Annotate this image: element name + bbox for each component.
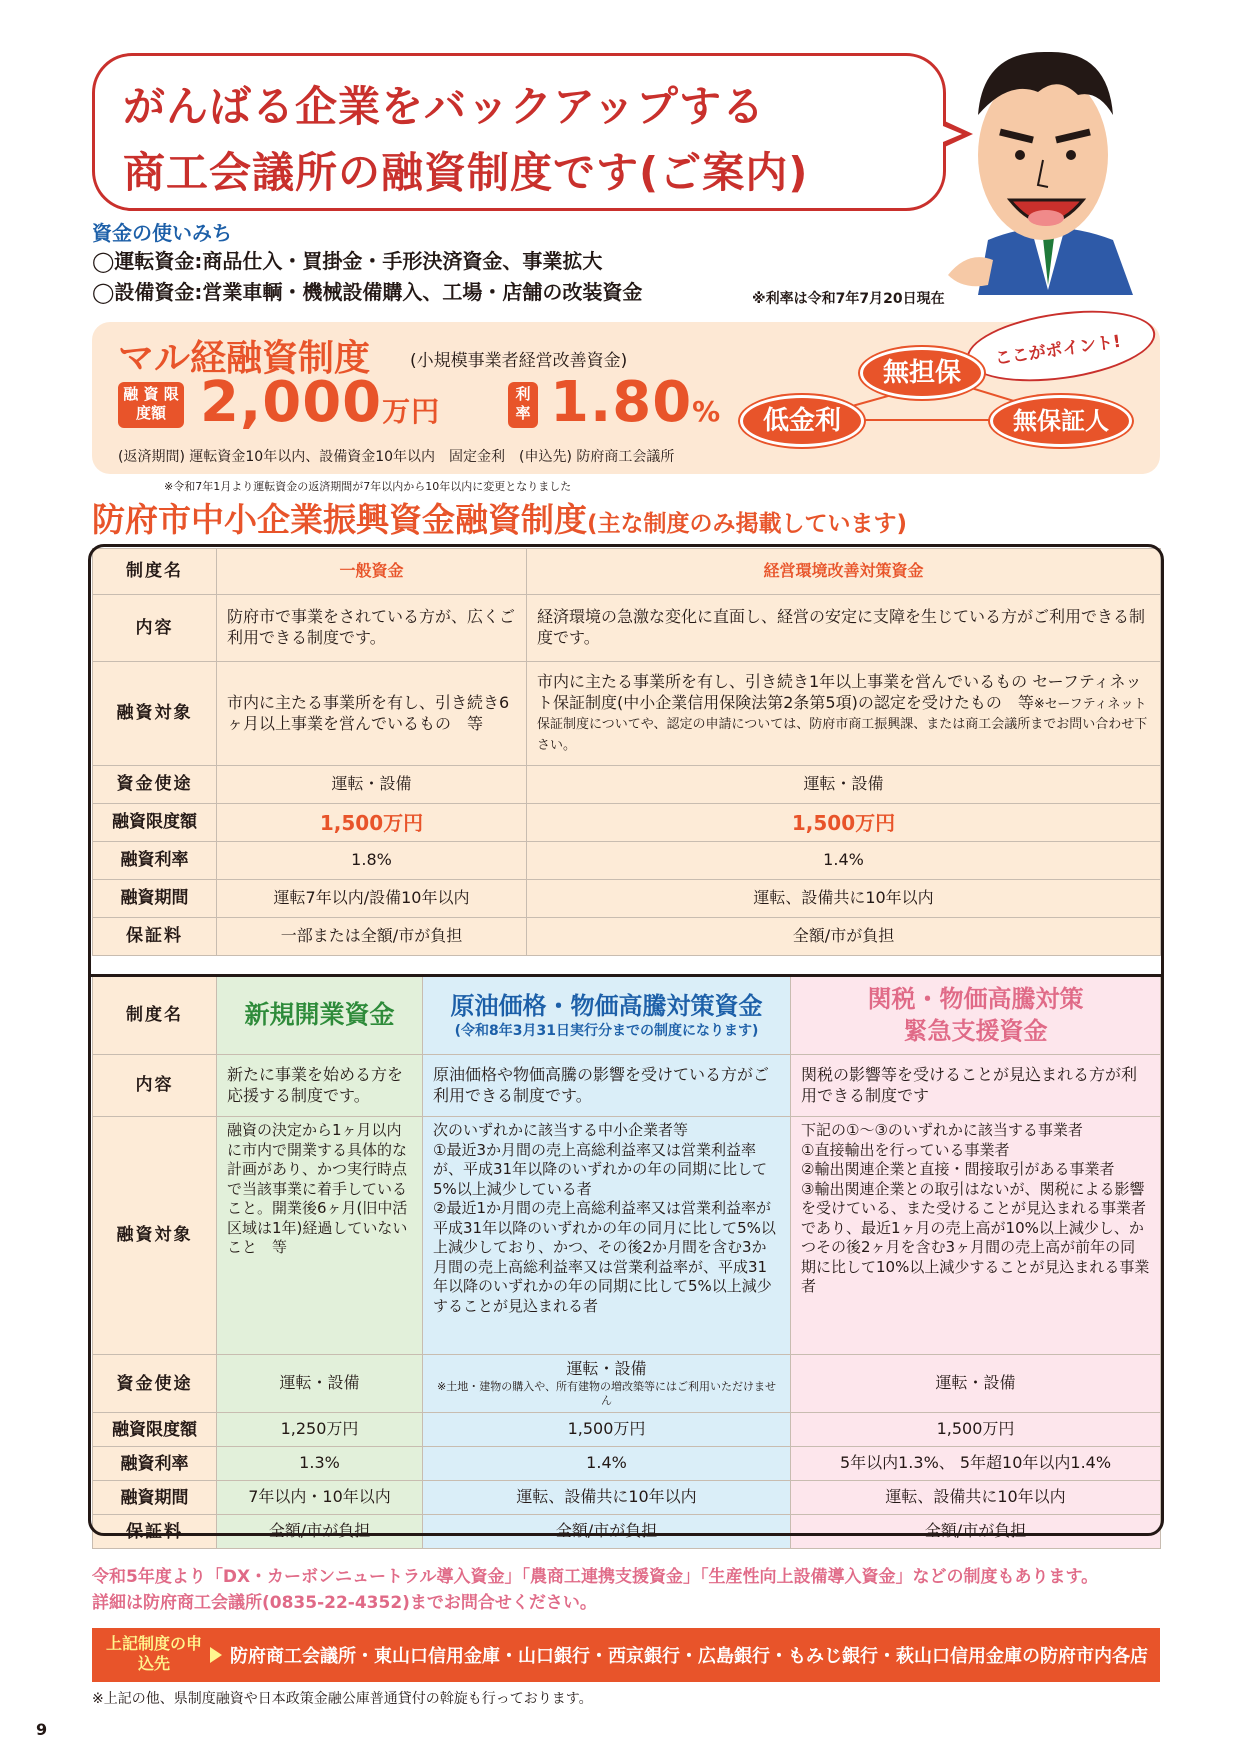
headline-line1: がんばる企業をバックアップする bbox=[123, 82, 766, 131]
mascot-illustration bbox=[948, 40, 1148, 305]
plan-name-text: 原油価格・物価高騰対策資金 bbox=[450, 991, 763, 1020]
maru-title: マル経融資制度 bbox=[118, 338, 371, 379]
table-row bbox=[93, 804, 1161, 842]
row-header: 融資対象 bbox=[93, 662, 217, 766]
table-row bbox=[93, 1055, 1161, 1117]
section-title-main: 防府市中小企業振興資金融資制度 bbox=[92, 500, 587, 539]
rate-note: ※利率は令和7年7月20日現在 bbox=[752, 291, 945, 307]
plan-content: 関税の影響等を受けることが見込まれる方が利用できる制度です bbox=[791, 1055, 1161, 1117]
plan-rate: 1.3% bbox=[217, 1447, 423, 1481]
plan-use: 運転・設備 bbox=[217, 766, 527, 804]
row-header: 保証料 bbox=[93, 1515, 217, 1549]
table-row bbox=[93, 1515, 1161, 1549]
row-header: 融資限度額 bbox=[93, 804, 217, 842]
plan-use: 運転・設備 bbox=[791, 1355, 1161, 1413]
target-item: ①最近3か月間の売上高総利益率又は営業利益率が、平成31年以降のいずれかの年の同期に比して5%以上減少している者 bbox=[433, 1140, 768, 1198]
uses-equipment: ◯設備資金:営業車輌・機械設備購入、工場・店舗の改装資金 bbox=[92, 280, 643, 304]
plan-name-note: (令和8年3月31日実行分までの制度になります) bbox=[454, 1023, 759, 1039]
row-header: 内容 bbox=[93, 595, 217, 662]
table-row bbox=[93, 1355, 1161, 1413]
table-row bbox=[93, 549, 1161, 595]
point-no-guarantor: 無保証人 bbox=[990, 395, 1132, 447]
plan-limit: 1,500万円 bbox=[791, 1413, 1161, 1447]
plan-use: 運転・設備 bbox=[217, 1355, 423, 1413]
plan-rate: 1.8% bbox=[217, 842, 527, 880]
maru-detail: (返済期間) 運転資金10年以内、設備資金10年以内 固定金利 (申込先) 防府商工会議所 bbox=[118, 449, 675, 465]
table-row bbox=[93, 977, 1161, 1055]
plan-fee: 一部または全額/市が負担 bbox=[217, 918, 527, 956]
plan-limit: 1,250万円 bbox=[217, 1413, 423, 1447]
plan-target bbox=[791, 1117, 1161, 1355]
table-row bbox=[93, 1413, 1161, 1447]
loan-table-1 bbox=[92, 548, 1161, 956]
row-header: 資金使途 bbox=[93, 766, 217, 804]
target-item: ①直接輸出を行っている事業者 bbox=[801, 1140, 1010, 1159]
tables-divider bbox=[88, 974, 1164, 977]
row-header: 制度名 bbox=[93, 977, 217, 1055]
plan-name-line2: 緊急支援資金 bbox=[903, 1016, 1048, 1045]
plan-period: 運転、設備共に10年以内 bbox=[423, 1481, 791, 1515]
plan-fee: 全額/市が負担 bbox=[217, 1515, 423, 1549]
plan-period: 運転、設備共に10年以内 bbox=[527, 880, 1161, 918]
plan-target: 融資の決定から1ヶ月以内に市内で開業する具体的な計画があり、かつ実行時点で当該事業に着手していること。開業後6ヶ月(旧中活区域は1年)経過していないこと 等 bbox=[217, 1117, 423, 1355]
limit-number: 2,000 bbox=[200, 370, 383, 435]
rate-tag: 利 率 bbox=[508, 382, 538, 428]
target-item: ②最近1か月間の売上高総利益率又は営業利益率が平成31年以降のいずれかの年の同月に比して5%以上減少しており、かつ、その後2か月間を含む3か月間の売上高総利益率又は営業利益率が、平成31年以降のいずれかの年の同期に比して5%以上減少することが見込まれる者 bbox=[433, 1199, 776, 1315]
plan-target: 市内に主たる事業所を有し、引き続き6ヶ月以上事業を営んでいるもの 等 bbox=[217, 662, 527, 766]
plan-name: 新規開業資金 bbox=[217, 977, 423, 1055]
table-row bbox=[93, 1447, 1161, 1481]
table-row bbox=[93, 1117, 1161, 1355]
plan-name: 経営環境改善対策資金 bbox=[527, 549, 1161, 595]
target-item: ③輸出関連企業との取引はないが、関税による影響を受けている、また受けることが見込まれる事業者であり、最近1ヶ月の売上高が10%以上減少し、かつその後2ヶ月を含む3ヶ月間の売上高が前年の同期に比して10%以上減少することが見込まれる事業者 bbox=[801, 1179, 1150, 1295]
table-row bbox=[93, 766, 1161, 804]
plan-target-note: ※セーフティネット保証制度についてや、認定の申請については、防府市商工振興課、または商工会議所までお問い合わせ下さい。 bbox=[537, 696, 1148, 754]
target-intro: 下記の①〜③のいずれかに該当する事業者 bbox=[801, 1121, 1083, 1139]
row-header: 融資利率 bbox=[93, 842, 217, 880]
section-title-sub: (主な制度のみ掲載しています) bbox=[587, 511, 908, 537]
uses-title: 資金の使いみち bbox=[92, 221, 232, 245]
plan-fee: 全額/市が負担 bbox=[791, 1515, 1161, 1549]
bottom-note: ※上記の他、県制度融資や日本政策金融公庫普通貸付の斡旋も行っております。 bbox=[92, 1691, 593, 1707]
plan-rate: 1.4% bbox=[527, 842, 1161, 880]
row-header: 融資対象 bbox=[93, 1117, 217, 1355]
table-row bbox=[93, 662, 1161, 766]
plan-fee: 全額/市が負担 bbox=[423, 1515, 791, 1549]
plan-use: 運転・設備 bbox=[527, 766, 1161, 804]
section-title bbox=[92, 494, 907, 541]
plan-target bbox=[423, 1117, 791, 1355]
maru-change-note: ※令和7年1月より運転資金の返済期間が7年以内から10年以内に変更となりました bbox=[164, 480, 572, 493]
row-header: 融資期間 bbox=[93, 880, 217, 918]
table-row bbox=[93, 918, 1161, 956]
footer-line1: 令和5年度より「DX・カーボンニュートラル導入資金」「農商工連携支援資金」「生産性向上設備導入資金」などの制度もあります。 bbox=[92, 1567, 1099, 1587]
plan-fee: 全額/市が負担 bbox=[527, 918, 1161, 956]
headline-bubble bbox=[92, 53, 946, 211]
plan-content: 経済環境の急激な変化に直面し、経営の安定に支障を生じている方がご利用できる制度です。 bbox=[527, 595, 1161, 662]
plan-rate: 1.4% bbox=[423, 1447, 791, 1481]
table-row bbox=[93, 1481, 1161, 1515]
plan-name bbox=[423, 977, 791, 1055]
plan-use-text: 運転・設備 bbox=[566, 1359, 647, 1378]
footer-line2: 詳細は防府商工会議所(0835-22-4352)までお問合せください。 bbox=[92, 1593, 597, 1613]
limit-unit: 万円 bbox=[382, 395, 441, 428]
plan-name bbox=[791, 977, 1161, 1055]
plan-use bbox=[423, 1355, 791, 1413]
plan-target-text: 市内に主たる事業所を有し、引き続き1年以上事業を営んでいるもの セーフティネット保証制度(中小企業信用保険法第2条第5項)の認定を受けたもの 等 bbox=[537, 671, 1142, 712]
table-row bbox=[93, 880, 1161, 918]
rate-unit: % bbox=[692, 395, 722, 428]
plan-target bbox=[527, 662, 1161, 766]
point-label: ここがポイント! bbox=[993, 331, 1123, 370]
rate-number: 1.80 bbox=[550, 370, 693, 435]
apply-label: 上記制度の申込先 bbox=[105, 1634, 202, 1673]
plan-limit: 1,500万円 bbox=[423, 1413, 791, 1447]
plan-name: 一般資金 bbox=[217, 549, 527, 595]
limit-value bbox=[200, 370, 440, 435]
plan-use-note: ※土地・建物の購入や、所有建物の増改築等にはご利用いただけません bbox=[437, 1379, 776, 1408]
apply-text: 防府商工会議所・東山口信用金庫・山口銀行・西京銀行・広島銀行・もみじ銀行・萩山口信用金庫の防府市内各店 bbox=[230, 1646, 1148, 1667]
plan-name-line1: 関税・物価高騰対策 bbox=[867, 985, 1084, 1014]
plan-period: 運転、設備共に10年以内 bbox=[791, 1481, 1161, 1515]
plan-period: 運転7年以内/設備10年以内 bbox=[217, 880, 527, 918]
apply-banner bbox=[92, 1628, 1160, 1682]
headline-line2: 商工会議所の融資制度です(ご案内) bbox=[123, 148, 809, 197]
point-no-collateral: 無担保 bbox=[860, 347, 984, 399]
page-number: 9 bbox=[36, 1720, 48, 1739]
loan-table-2 bbox=[92, 976, 1161, 1549]
plan-content: 原油価格や物価高騰の影響を受けている方がご利用できる制度です。 bbox=[423, 1055, 791, 1117]
table-row bbox=[93, 842, 1161, 880]
table-row bbox=[93, 595, 1161, 662]
maru-subtitle: (小規模事業者経営改善資金) bbox=[410, 351, 628, 371]
target-intro: 次のいずれかに該当する中小企業者等 bbox=[433, 1121, 689, 1139]
row-header: 融資期間 bbox=[93, 1481, 217, 1515]
plan-limit: 1,500万円 bbox=[527, 804, 1161, 842]
plan-content: 防府市で事業をされている方が、広くご利用できる制度です。 bbox=[217, 595, 527, 662]
row-header: 保証料 bbox=[93, 918, 217, 956]
row-header: 資金使途 bbox=[93, 1355, 217, 1413]
arrow-right-icon bbox=[210, 1647, 222, 1663]
limit-tag: 融 資 限度額 bbox=[118, 382, 184, 428]
plan-limit: 1,500万円 bbox=[217, 804, 527, 842]
plan-rate: 5年以内1.3%、 5年超10年以内1.4% bbox=[791, 1447, 1161, 1481]
uses-working: ◯運転資金:商品仕入・買掛金・手形決済資金、事業拡大 bbox=[92, 249, 603, 273]
plan-period: 7年以内・10年以内 bbox=[217, 1481, 423, 1515]
row-header: 内容 bbox=[93, 1055, 217, 1117]
row-header: 融資限度額 bbox=[93, 1413, 217, 1447]
row-header: 融資利率 bbox=[93, 1447, 217, 1481]
point-low-rate: 低金利 bbox=[740, 395, 864, 447]
row-header: 制度名 bbox=[93, 549, 217, 595]
target-item: ②輸出関連企業と直接・間接取引がある事業者 bbox=[801, 1160, 1115, 1178]
rate-value bbox=[550, 370, 721, 435]
plan-content: 新たに事業を始める方を応援する制度です。 bbox=[217, 1055, 423, 1117]
